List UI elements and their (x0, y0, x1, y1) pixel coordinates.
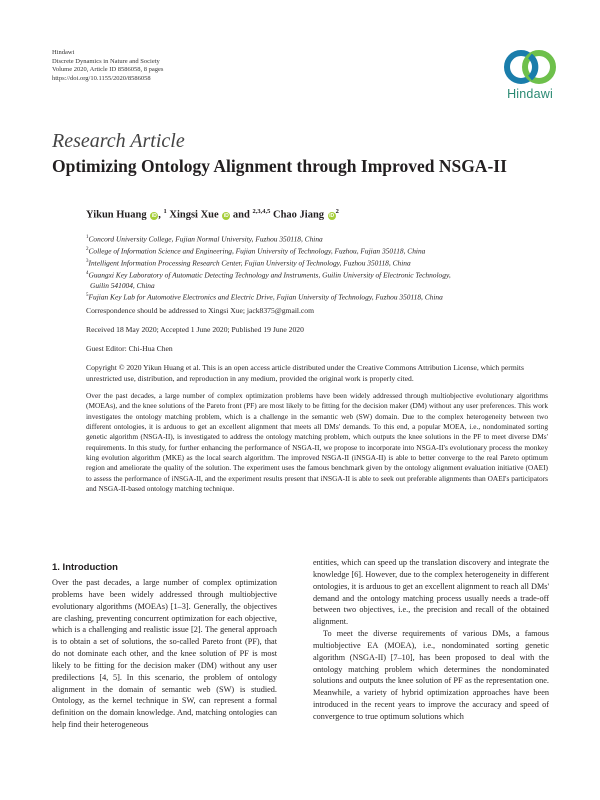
affiliation-text: College of Information Science and Engineering, Fujian University of Technology, Fuzhou, Fujian 350118, China (88, 246, 426, 256)
journal-name: Discrete Dynamics in Nature and Society (52, 57, 160, 65)
affiliation-item (86, 233, 556, 245)
paper-title: Optimizing Ontology Alignment through Improved NSGA-II (52, 156, 507, 176)
affiliation-text: Intelligent Information Processing Research Center, Fujian University of Technology, Fuzhou 350118, China (88, 258, 411, 268)
affiliation-item (86, 257, 556, 269)
affiliation-text: Guangxi Key Laboratory of Automatic Detecting Technology and Instruments, Guilin University of Electronic Technology, (88, 270, 451, 280)
intro-right-column (313, 557, 549, 723)
orcid-icon[interactable]: iD (223, 212, 229, 219)
affiliation-sup: 3 (86, 258, 89, 264)
orcid-icon[interactable]: iD (329, 212, 335, 219)
intro-left-column (52, 577, 277, 731)
author-separator: , (158, 209, 164, 221)
affiliation-item (86, 245, 556, 257)
publication-dates: Received 18 May 2020; Accepted 1 June 2020; Published 19 June 2020 (86, 325, 304, 334)
correspondence: Correspondence should be addressed to Xingsi Xue; jack8375@gmail.com (86, 306, 315, 315)
affiliation-item (86, 269, 556, 281)
author-name[interactable]: Yikun Huang (86, 209, 147, 221)
orcid-icon[interactable]: iD (151, 212, 157, 219)
abstract: Over the past decades, a large number of complex optimization problems have been widely addressed through multiobjective evolutionary algorithms (MOEAs), and the knee solutions of the Pareto front (PF) are most likely to be fitting for the decision maker (DM) without any user preferences. This work investigates the ontology matching problem, which is a challenge in the semantic web (SW) domain. Due to the complex heterogeneity between two different ontologies, it is arduous to get an excellent alignment that meets all DMs' demands. To this end, a popular MOEA, i.e., nondominated sorting genetic algorithm (NSGA-II), is investigated to address the ontology matching problem, which outputs the knee solutions in the PF to meet diverse DMs' requirements. In this study, for further enhancing the performance of NSGA-II, we propose to incorporate into NSGA-II's evolutionary process the monkey king evolution algorithm (MKE) as the local search algorithm. The improved NSGA-II (iNSGA-II) is able to better converge to the real Pareto optimum region and ameliorate the quality of the solution. The experiment uses the famous benchmark given by the ontology alignment evaluation initiative (OAEI) to assess the performance of iNSGA-II, and the experiment results present that iNSGA-II is able to seek out preferable alignments than OAEI's participators and NSGA-II-based ontology matching technique. (86, 391, 548, 493)
author-affiliation-sup: 2 (335, 208, 339, 215)
author-name[interactable]: Xingsi Xue (169, 209, 219, 221)
affiliation-continuation: Guilin 541004, China (90, 280, 155, 290)
hindawi-logo (496, 48, 564, 101)
author-list (86, 208, 339, 221)
article-type: Research Article (52, 130, 185, 152)
affiliation-sup: 4 (86, 270, 89, 276)
affiliation-sup: 2 (86, 246, 89, 252)
paragraph: entities, which can speed up the translation discovery and integrate the knowledge [6]. However, due to the complex heterogeneity in different ontologies, it is arduous to get an excellent alignment to reach all DMs' demand and the ontology matching process usually needs a trade-off between two objectives, i.e., the precision and recall of the obtained alignment. (313, 558, 549, 627)
hindawi-logo-icon (501, 48, 559, 86)
author-affiliation-sup: 2,3,4,5 (252, 208, 271, 215)
guest-editor: Guest Editor: Chi-Hua Chen (86, 344, 173, 353)
paragraph: Over the past decades, a large number of complex optimization problems have been widely addressed through multiobjective evolutionary algorithms (MOEAs) [1–3]. Generally, the objectives are clashing, preventing concurrent optimization for each objective, which is a challenging and realistic issue [2]. The general approach is to obtain a set of solutions, the so-called Pareto front (PF), that do not dominate each other, and the knee solution of PF is most likely to be fitting for the decision maker (DM) without any user predilections [4, 5]. In this scenario, the problem of ontology alignment in the domain of semantic web (SW) is studied. Ontology, as the kernel technique in SW, can represent a formal definition on the domain knowledge. And, matching ontologies can help find their heterogeneous (52, 578, 277, 730)
affiliation-list (86, 233, 556, 303)
publisher-name: Hindawi (52, 49, 75, 56)
journal-meta (52, 49, 163, 83)
hindawi-logo-text: Hindawi (507, 87, 553, 101)
affiliation-sup: 1 (86, 235, 89, 240)
paragraph: To meet the diverse requirements of various DMs, a famous multiobjective EA (MOEA), i.e., nondominated sorting genetic algorithm (NSGA-II) [7–10], has been proposed to deal with the ontology matching problem which determines the nondominated solutions and outputs the knee solution of PF as the representation one. Meanwhile, a variety of hybrid optimization approaches have been introduced in the recent years to improve the accuracy and speed of convergence to true optimum solutions which (313, 629, 549, 721)
affiliation-text: Fujian Key Lab for Automotive Electronics and Electric Drive, Fujian University of Technology, Fuzhou 350118, China (88, 292, 443, 302)
affiliation-item (86, 291, 556, 303)
volume-info: Volume 2020, Article ID 8586058, 8 pages (52, 66, 164, 73)
author-name[interactable]: Chao Jiang (272, 209, 325, 221)
author-affiliation-sup: 1 (163, 208, 167, 215)
affiliation-sup: 5 (86, 292, 89, 298)
copyright-notice: Copyright © 2020 Yikun Huang et al. This is an open access article distributed under the Creative Commons Attribution License, which permits unrestricted use, distribution, and reproduction in any medium, provided the original work is properly cited. (86, 363, 524, 383)
doi-link[interactable]: https://doi.org/10.1155/2020/8586058 (52, 74, 151, 82)
author-separator: and (230, 209, 253, 221)
section-heading: 1. Introduction (52, 562, 118, 573)
affiliation-text: Concord University College, Fujian Normal University, Fuzhou 350118, China (88, 234, 323, 244)
